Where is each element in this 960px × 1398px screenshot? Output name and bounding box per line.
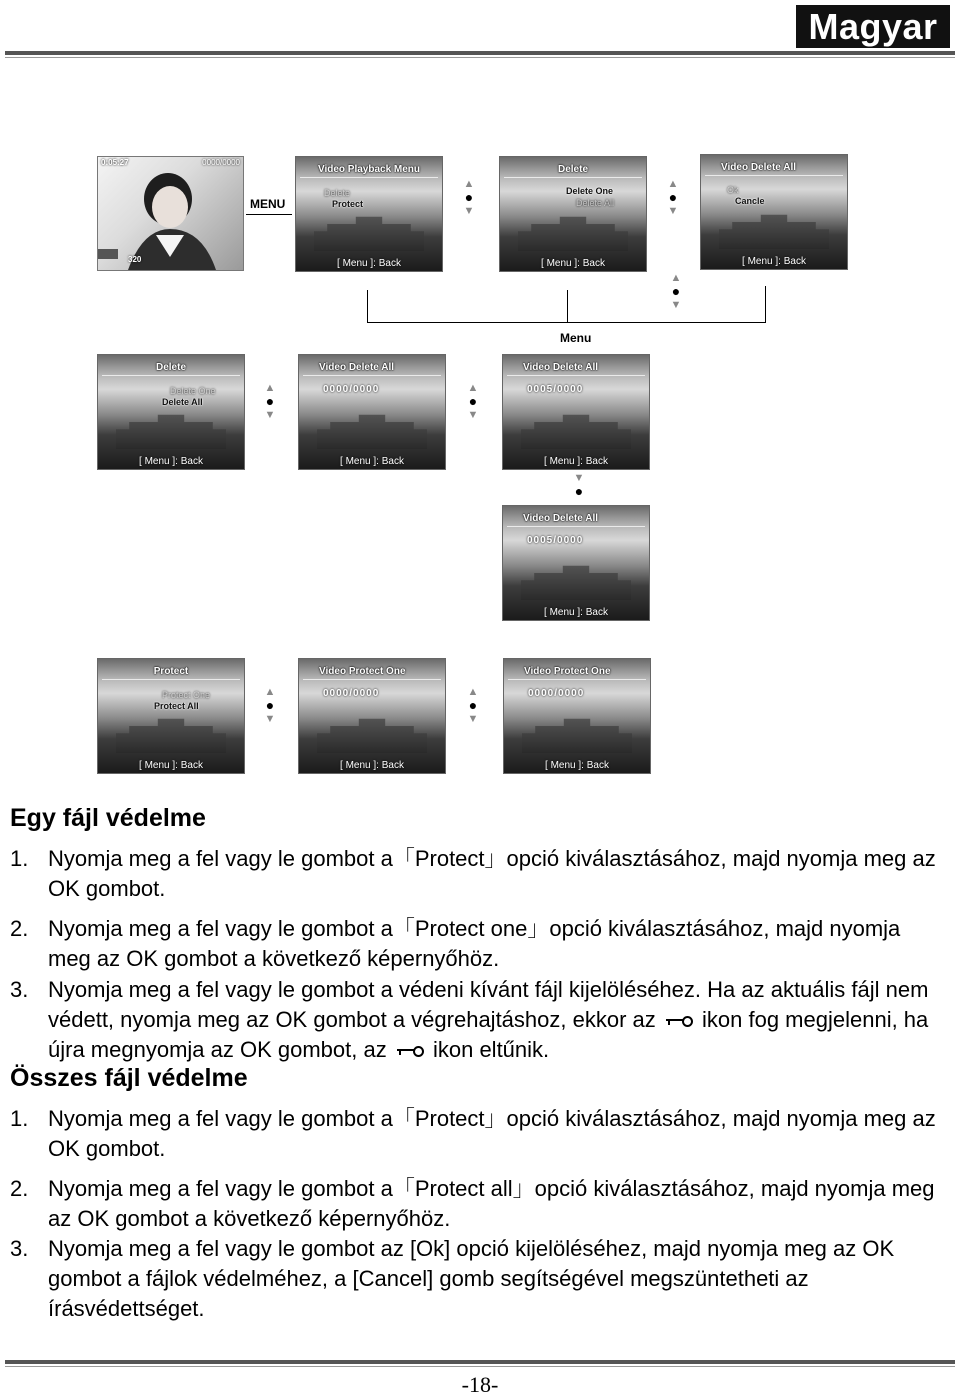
palace-illustration: [522, 717, 632, 753]
option-ok: Ok: [727, 185, 739, 195]
screen-title: Video Protect One: [319, 666, 406, 677]
screen-footer: [ Menu ]: Back: [340, 760, 404, 771]
item-text: Nyomja meg a fel vagy le gombot a「Protect」opció kiválasztásához, majd nyomja meg az OK gombot.: [48, 846, 936, 901]
option-cancle: Cancle: [735, 196, 765, 206]
option-delete-one: Delete One: [566, 186, 614, 196]
option-delete-one: Delete One: [170, 386, 216, 396]
screen-video-delete-all-2: [502, 354, 650, 470]
item-text: Nyomja meg a fel vagy le gombot az [Ok] opció kijelöléséhez, majd nyomja meg az OK gombot a fájlok védelméhez, a [Cancel] gomb segítségével megszüntetheti az írásvédettséget.: [48, 1236, 895, 1321]
section1-heading: Egy fájl védelme: [10, 804, 206, 832]
screen-video-delete-all-confirm: [700, 154, 848, 270]
top-divider-thin: [5, 57, 955, 58]
protect-key-icon: [397, 1046, 423, 1056]
screen-footer: [ Menu ]: Back: [337, 258, 401, 269]
woman-portrait-illustration: [98, 157, 243, 270]
screen-footer: [ Menu ]: Back: [544, 456, 608, 467]
protect-key-icon: [666, 1016, 692, 1026]
connector-line: [567, 290, 568, 322]
top-divider: [5, 51, 955, 55]
osd-rule: [102, 375, 240, 376]
menu-key-label-mid: Menu: [560, 331, 592, 345]
section2-heading: Összes fájl védelme: [10, 1064, 248, 1092]
nav-updown-6: ▲ ● ▼: [264, 686, 276, 725]
nav-updown-2: ▲ ● ▼: [667, 178, 679, 217]
osd-rule: [705, 175, 843, 176]
item-text-part-a: Nyomja meg a fel vagy le gombot a védeni kívánt fájl kijelöléséhez. Ha az aktuális fájl nem védett, nyomja meg az OK gombot a végrehajtáshoz, ekkor az: [48, 977, 929, 1032]
screen-title: Video Playback Menu: [317, 164, 421, 175]
osd-rule: [508, 679, 646, 680]
item-number: 3.: [10, 1236, 29, 1261]
item-number: 3.: [10, 977, 29, 1002]
screen-footer: [ Menu ]: Back: [742, 256, 806, 267]
osd-rule: [504, 177, 642, 178]
language-tab: Magyar: [796, 5, 950, 48]
ok-dot-icon: ●: [668, 189, 678, 205]
connector-line: [367, 322, 766, 323]
palace-illustration: [518, 215, 628, 251]
ok-dot-icon: ●: [468, 393, 478, 409]
bottom-divider-thin: [5, 1366, 955, 1367]
ok-dot-icon: ●: [671, 283, 681, 299]
arrow-menu: [246, 214, 292, 215]
playback-photo-screen: [97, 156, 244, 271]
item-number: 2.: [10, 916, 29, 941]
nav-updown-3: ▲ ● ▼: [670, 272, 682, 311]
screen-footer: [ Menu ]: Back: [139, 456, 203, 467]
nav-updown-4: ▲ ● ▼: [264, 382, 276, 421]
file-counter: 0005/0000: [527, 384, 584, 395]
screen-video-protect-one-2: [503, 658, 651, 774]
ok-dot-icon: ●: [468, 697, 478, 713]
screen-title: Video Delete All: [523, 513, 599, 524]
ok-dot-icon: ●: [265, 697, 275, 713]
palace-illustration: [719, 213, 829, 249]
nav-updown-7: ▲ ● ▼: [467, 686, 479, 725]
bottom-divider: [5, 1360, 955, 1364]
screen-title: Protect: [153, 666, 189, 677]
osd-rule: [507, 526, 645, 527]
screen-title: Delete: [557, 164, 588, 175]
item-text-part-c: ikon eltűnik.: [432, 1037, 550, 1062]
screen-title: Video Delete All: [319, 362, 395, 373]
item-text: Nyomja meg a fel vagy le gombot a「Protect all」opció kiválasztásához, majd nyomja meg az OK gombot a következő képernyőhöz.: [48, 1176, 935, 1231]
palace-illustration: [317, 717, 427, 753]
ok-dot-icon: ●: [265, 393, 275, 409]
menu-key-label-top: MENU: [250, 197, 286, 211]
osd-rule: [303, 679, 441, 680]
item-text: Nyomja meg a fel vagy le gombot a「Protect one」opció kiválasztásához, majd nyomja meg az OK gombot a következő képernyőhöz.: [48, 916, 901, 971]
screen-title: Video Delete All: [721, 162, 797, 173]
osd-rule: [300, 177, 438, 178]
option-protect-one: Protect One: [162, 690, 211, 700]
nav-down-ok: ▼ ●: [573, 472, 585, 499]
osd-rule: [102, 679, 240, 680]
file-counter: 0005/0000: [527, 535, 584, 546]
connector-line: [367, 290, 368, 322]
file-counter: 0000/0000: [323, 688, 380, 699]
palace-illustration: [116, 717, 226, 753]
screen-footer: [ Menu ]: Back: [545, 760, 609, 771]
option-delete-all: Delete All: [576, 198, 615, 208]
item-number: 1.: [10, 846, 29, 871]
ok-dot-icon: ●: [574, 483, 584, 499]
screen-title: Video Protect One: [524, 666, 611, 677]
screen-title: Delete: [155, 362, 186, 373]
screen-protect: [97, 658, 245, 774]
option-protect-all: Protect All: [154, 701, 199, 711]
item-text-part-b: ikon fog megjelenni, ha újra megnyomja az OK gombot, az: [48, 1007, 929, 1062]
osd-rule: [507, 375, 645, 376]
screen-delete-row2: [97, 354, 245, 470]
item-number: 1.: [10, 1106, 29, 1131]
screen-video-playback-menu: [295, 156, 443, 272]
option-delete: Delete: [324, 188, 351, 198]
palace-illustration: [521, 564, 631, 600]
osd-rule: [303, 375, 441, 376]
palace-illustration: [317, 413, 427, 449]
nav-updown-5: ▲ ● ▼: [467, 382, 479, 421]
palace-illustration: [314, 215, 424, 251]
screen-delete: [499, 156, 647, 272]
item-number: 2.: [10, 1176, 29, 1201]
nav-updown-1: ▲ ● ▼: [463, 178, 475, 217]
screen-video-delete-all-3: [502, 505, 650, 621]
screen-footer: [ Menu ]: Back: [544, 607, 608, 618]
file-counter: 0000/0000: [528, 688, 585, 699]
photo-time: 0:05:27: [101, 158, 129, 167]
palace-illustration: [521, 413, 631, 449]
option-protect: Protect: [332, 199, 364, 209]
screen-footer: [ Menu ]: Back: [340, 456, 404, 467]
page-number: -18-: [461, 1372, 499, 1397]
palace-illustration: [116, 413, 226, 449]
screen-video-protect-one-1: [298, 658, 446, 774]
file-counter: 0000/0000: [323, 384, 380, 395]
photo-count: 0000/0000: [202, 158, 240, 167]
screen-footer: [ Menu ]: Back: [139, 760, 203, 771]
screen-footer: [ Menu ]: Back: [541, 258, 605, 269]
item-text: [48, 975, 940, 1065]
photo-resolution: 320: [128, 255, 142, 264]
item-text: Nyomja meg a fel vagy le gombot a「Protect」opció kiválasztásához, majd nyomja meg az OK gombot.: [48, 1106, 936, 1161]
ok-dot-icon: ●: [464, 189, 474, 205]
screen-title: Video Delete All: [523, 362, 599, 373]
screen-video-delete-all-1: [298, 354, 446, 470]
connector-line: [765, 286, 766, 322]
option-delete-all: Delete All: [162, 397, 203, 407]
